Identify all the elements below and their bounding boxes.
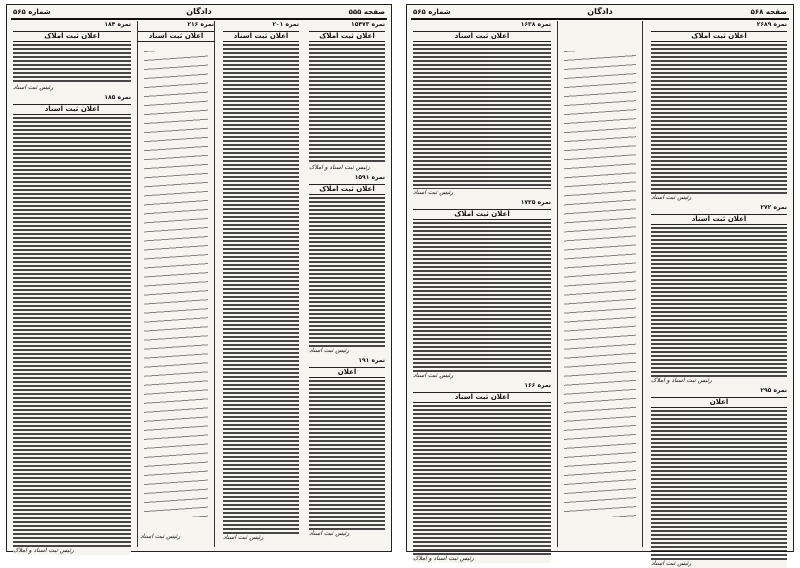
left-page: [6, 4, 392, 552]
ad-signature: رئیس ثبت اسناد: [413, 372, 551, 380]
newspaper-title: دادگان: [587, 7, 613, 16]
right-page: [406, 4, 794, 567]
right-page-header: [411, 7, 789, 20]
ad-body: [651, 410, 787, 560]
ad-title: اعلان ثبت اسناد: [13, 104, 131, 115]
ad-title: اعلان ثبت املاک: [309, 31, 385, 42]
ad-signature: رئیس ثبت اسناد: [140, 533, 212, 541]
ad-signature: رئیس ثبت اسناد: [223, 534, 299, 542]
ad-signature: رئیس ثبت اسناد: [413, 189, 551, 197]
ad-title: اعلان ثبت املاک: [651, 31, 787, 42]
ad-body: [309, 44, 385, 164]
ad-body: [651, 227, 787, 377]
ad-title: اعلان ثبت املاک: [413, 209, 551, 220]
page-label: صفحه ۵۵۵: [348, 8, 385, 16]
ad-body: [413, 44, 551, 189]
ad-body: [13, 117, 131, 547]
ad-number: نمره ۱۸۴: [13, 21, 131, 29]
ad-number: نمره ۲۱۶: [138, 21, 214, 29]
right-col-2: [411, 21, 553, 562]
ad-number: نمره ۱۵۴۷۳: [309, 21, 385, 29]
left-page-header: [11, 7, 387, 20]
issue-number: شماره ۵۶۵: [13, 8, 51, 16]
ad-signature: رئیس ثبت اسناد: [13, 84, 131, 92]
ad-title: اعلان: [651, 397, 787, 408]
left-col-4: [11, 21, 133, 554]
ad-number: نمره ۲۹۵: [651, 387, 787, 395]
ad-body: [413, 222, 551, 372]
ad-number: نمره ۱۷۲۵: [413, 199, 551, 207]
handwritten-register: [564, 51, 636, 517]
page-gutter: [394, 0, 404, 557]
ad-title: اعلان ثبت اسناد: [413, 392, 551, 403]
left-col-handwritten: [137, 21, 215, 547]
ad-body: [309, 197, 385, 347]
ad-number: نمره ۱۶۶: [413, 382, 551, 390]
ad-signature: رئیس ثبت اسناد و املاک: [651, 377, 787, 385]
ad-signature: رئیس ثبت اسناد و املاک: [13, 547, 131, 555]
ad-signature: رئیس ثبت اسناد: [309, 530, 385, 538]
ad-body: [13, 44, 131, 84]
left-col-2: [221, 21, 301, 547]
ad-title: اعلان ثبت اسناد: [138, 31, 214, 42]
ad-number: نمره ۱۵۹۱: [309, 174, 385, 182]
ad-signature: رئیس ثبت اسناد و املاک: [309, 164, 385, 172]
ad-body: [223, 44, 299, 534]
ad-number: نمره ۱۹۱: [309, 357, 385, 365]
ad-number: نمره ۲۷۲: [651, 204, 787, 212]
ad-signature: رئیس ثبت اسناد و املاک: [413, 555, 551, 563]
page-label: صفحه ۵۶۸: [750, 8, 787, 16]
ad-title: اعلان ثبت اسناد: [413, 31, 551, 42]
ad-title: اعلان ثبت املاک: [13, 31, 131, 42]
issue-number: شماره ۵۶۵: [413, 8, 451, 16]
ad-body: [413, 405, 551, 555]
right-col-handwritten: [557, 21, 643, 547]
ad-signature: رئیس ثبت اسناد: [651, 560, 787, 568]
ad-signature: رئیس ثبت اسناد: [309, 347, 385, 355]
ad-title: اعلان ثبت اسناد: [651, 214, 787, 225]
right-col-1: [649, 21, 789, 567]
left-col-1: [307, 21, 387, 547]
ad-title: اعلان: [309, 367, 385, 378]
newspaper-title: دادگان: [186, 7, 212, 16]
ad-body: [309, 380, 385, 530]
ad-number: نمره ۲۶۸۹: [651, 21, 787, 29]
ad-signature: رئیس ثبت اسناد: [651, 194, 787, 202]
ad-number: نمره ۲۰۱: [223, 21, 299, 29]
ad-title: اعلان ثبت اسناد: [223, 31, 299, 42]
handwritten-register: [144, 51, 208, 517]
ad-title: اعلان ثبت املاک: [309, 184, 385, 195]
ad-number: نمره ۱۶۳۸: [413, 21, 551, 29]
ad-number: نمره ۱۸۵: [13, 94, 131, 102]
ad-body: [651, 44, 787, 194]
